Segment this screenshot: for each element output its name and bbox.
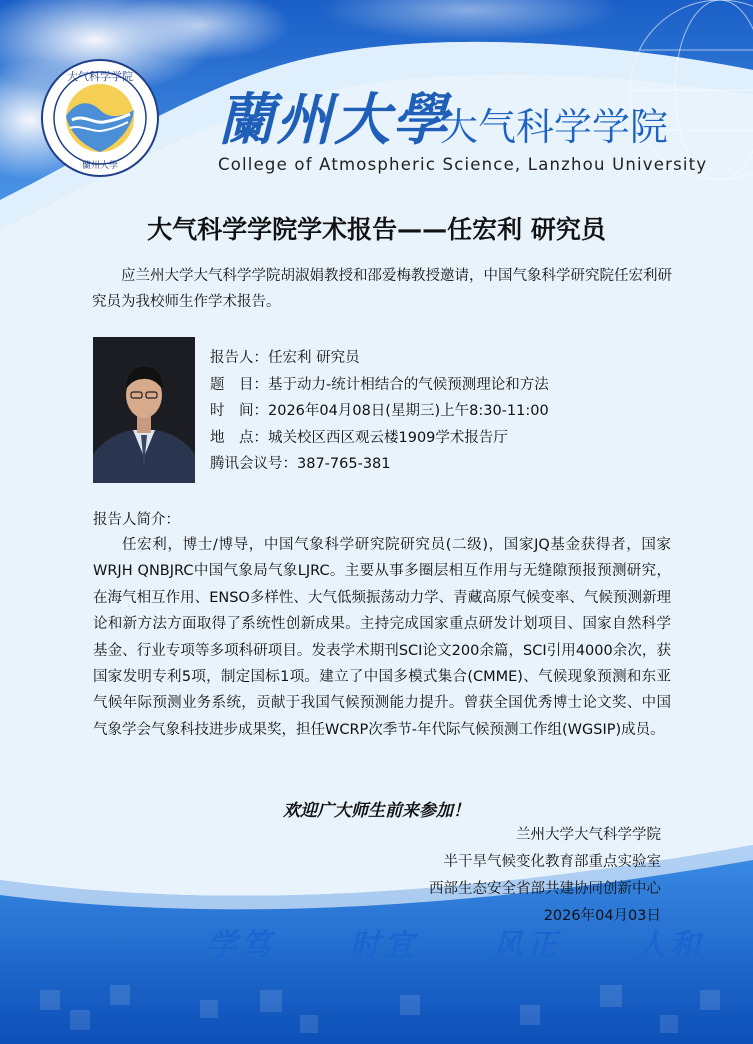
place-line: 地 点：城关校区西区观云楼1909学术报告厅 (210, 429, 508, 446)
motto-word: 学笃 (207, 928, 275, 963)
bio-text: 任宏利，博士/博导，中国气象科学研究院研究员(二级)，国家JQ基金获得者，国家WRJH QNBJRC中国气象局气象LJRC。主要从事多圈层相互作用与无缝隙预报预测研究，在海气相互作用、ENSO多样性、大气低频振荡动力学、青藏高原气候变率、气候预测新理论和新方法方面取得了系统性创新成果。主持完成国家重点研发计划项目、国家自然科学基金、行业专项等多项科研项目。发表学术期刊SCI论文200余篇，SCI引用4000余次，获国家发明专利5项，制定国标1项。建立了中国多模式集合(CMME)、气候现象预测和东亚气候年际预测业务系统，贡献于我国气候预测能力提升。曾获全国优秀博士论文奖、中国气象学会气象科技进步成果奖，担任WCRP次季节-年代际气候预测工作组(WGSIP)成员。 (93, 537, 671, 738)
college-name-english: College of Atmospheric Science, Lanzhou University (218, 155, 708, 174)
organizer-2: 半干旱气候变化教育部重点实验室 (443, 854, 661, 870)
topic-line: 题 目：基于动力-统计相结合的气候预测理论和方法 (210, 376, 549, 393)
talk-info (210, 345, 549, 478)
signature-block (429, 822, 661, 930)
seal-bottom-text: 蘭州大學 (81, 161, 119, 171)
meeting-id-line: 腾讯会议号：387-765-381 (210, 456, 391, 472)
motto-word: 时宜 (350, 928, 418, 963)
motto-word: 风正 (493, 928, 561, 963)
speaker-photo (93, 337, 195, 483)
university-name-calligraphy: 蘭州大學 (218, 87, 450, 153)
organizer-3: 西部生态安全省部共建协同创新中心 (429, 881, 661, 897)
notice-intro: 应兰州大学大气科学学院胡淑娟教授和邵爱梅教授邀请，中国气象科学研究院任宏利研究员为我校师生作学术报告。 (92, 268, 672, 310)
bio-heading: 报告人简介： (93, 512, 180, 528)
notice-title: 大气科学学院学术报告——任宏利 研究员 (147, 215, 606, 244)
time-line: 时 间：2026年04月08日(星期三)上午8:30-11:00 (210, 403, 549, 419)
notice-date: 2026年04月03日 (543, 908, 661, 924)
speaker-line: 报告人：任宏利 研究员 (210, 350, 360, 366)
college-seal-logo (40, 58, 160, 178)
organizer-1: 兰州大学大气科学学院 (516, 827, 661, 843)
welcome-text: 欢迎广大师生前来参加！ (283, 801, 470, 821)
seal-text: 大气科学学院 (67, 70, 133, 83)
motto-word: 人和 (636, 928, 704, 963)
college-name: 大气科学学院 (440, 105, 669, 149)
